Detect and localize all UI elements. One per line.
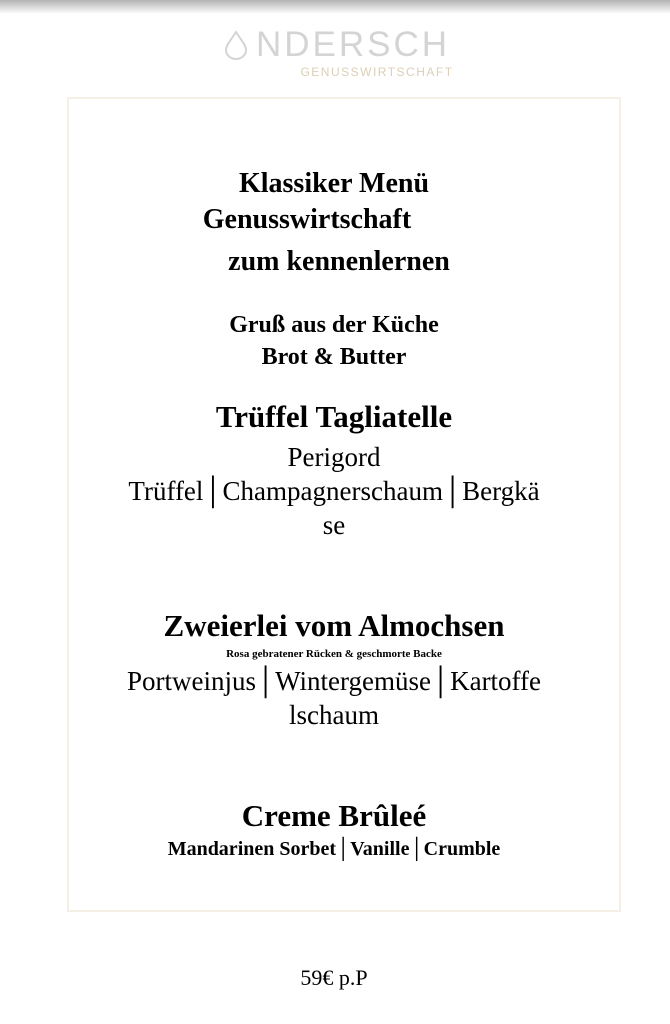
course-2-title: Zweierlei vom Almochsen bbox=[163, 608, 505, 643]
logo-name: NDERSCH bbox=[255, 25, 451, 64]
drop-icon bbox=[222, 30, 250, 60]
restaurant-logo bbox=[0, 26, 670, 79]
window-top-shadow bbox=[0, 0, 670, 14]
menu-price: 59€ p.P bbox=[300, 965, 368, 990]
menu-title-line-3: zum kennenlernen bbox=[228, 246, 450, 277]
course-1-desc-line-2: Trüffel│Champagnerschaum│Bergkä bbox=[128, 476, 540, 506]
course-2-desc-line-1: Portweinjus│Wintergemüse│Kartoffe bbox=[126, 666, 542, 696]
course-1-desc-line-1: Perigord bbox=[287, 442, 381, 472]
menu-title-line-2: Genusswirtschaft bbox=[202, 204, 412, 235]
menu-title-line-1: Klassiker Menü bbox=[238, 168, 430, 199]
greeting-line-2: Brot & Butter bbox=[261, 344, 407, 370]
course-2-desc-line-2: lschaum bbox=[289, 700, 379, 730]
course-1-desc-line-3: se bbox=[322, 510, 346, 540]
dessert-title: Creme Brûleé bbox=[241, 798, 427, 833]
logo-subtitle: GENUSSWIRTSCHAFT bbox=[300, 65, 454, 79]
logo-wordmark bbox=[220, 26, 450, 64]
greeting-line-1: Gruß aus der Küche bbox=[229, 312, 439, 338]
dessert-desc: Mandarinen Sorbet│Vanille│Crumble bbox=[167, 838, 501, 860]
course-1-title: Trüffel Tagliatelle bbox=[215, 399, 453, 434]
course-2-note: Rosa gebratener Rücken & geschmorte Backe bbox=[226, 648, 442, 660]
